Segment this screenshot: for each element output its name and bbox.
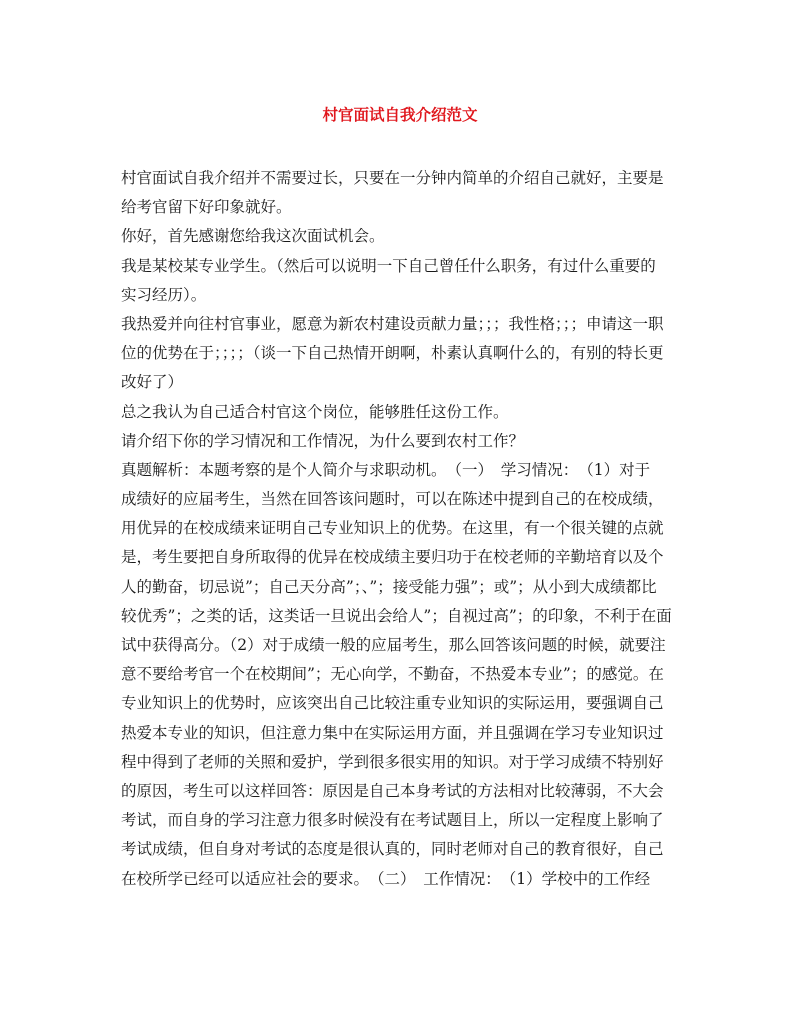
text-line: 考试，而自身的学习注意力很多时候没有在考试题目上，所以一定程度上影响了 <box>121 811 664 830</box>
text-line: 村官面试自我介绍并不需要过长，只要在一分钟内简单的介绍自己就好，主要是 <box>121 169 664 187</box>
text-line: 是，考生要把自身所取得的优异在校成绩主要归功于在校老师的辛勤培育以及个 <box>121 548 664 567</box>
text-line: 考试成绩，但自身对考试的态度是很认真的，同时老师对自己的教育很好，自己 <box>121 840 664 859</box>
text-line: 我热爱并向往村官事业，愿意为新农村建设贡献力量；；；我性格；；；申请这一职 <box>121 314 664 333</box>
text-line: 专业知识上的优势时，应该突出自己比较注重专业知识的实际运用，要强调自己 <box>121 694 664 713</box>
text-line: 程中得到了老师的关照和爱护，学到很多很实用的知识。对于学习成绩不特别好 <box>121 752 664 771</box>
text-line: 位的优势在于；；；；（谈一下自己热情开朗啊，朴素认真啊什么的，有别的特长更 <box>121 344 664 363</box>
text-line: 你好，首先感谢您给我这次面试机会。 <box>121 227 385 246</box>
document-body <box>121 164 681 894</box>
text-line: 真题解析：本题考察的是个人简介与求职动机。 （一） 学习情况： （1）对于 <box>121 460 651 479</box>
document-title: 村官面试自我介绍范文 <box>322 106 478 124</box>
text-line: 较优秀”；之类的话，这类话一旦说出会给人”；自视过高”；的印象，不利于在面 <box>121 606 672 625</box>
text-line: 用优异的在校成绩来证明自己专业知识上的优势。在这里，有一个很关键的点就 <box>121 519 664 538</box>
text-line: 在校所学已经可以适应社会的要求。 （二） 工作情况： （1）学校中的工作经 <box>121 869 651 888</box>
text-line: 热爱本专业的知识，但注意力集中在实际运用方面，并且强调在学习专业知识过 <box>121 723 664 742</box>
text-line: 的原因，考生可以这样回答：原因是自己本身考试的方法相对比较薄弱，不大会 <box>121 781 664 800</box>
text-line: 我是某校某专业学生。（然后可以说明一下自己曾任什么职务，有过什么重要的 <box>121 256 656 275</box>
text-line: 成绩好的应届考生，当然在回答该问题时，可以在陈述中提到自己的在校成绩， <box>121 490 664 509</box>
text-line: 试中获得高分。（2）对于成绩一般的应届考生，那么回答该问题的时候，就要注 <box>121 636 666 654</box>
text-line: 请介绍下你的学习情况和工作情况，为什么要到农村工作？ <box>121 431 525 450</box>
text-line: 总之我认为自己适合村官这个岗位，能够胜任这份工作。 <box>121 402 509 421</box>
text-line: 给考官留下好印象就好。 <box>121 198 292 217</box>
text-line: 改好了） <box>121 373 184 392</box>
text-line: 实习经历）。 <box>121 285 207 304</box>
text-line: 意不要给考官一个在校期间”；无心向学，不勤奋，不热爱本专业”；的感觉。在 <box>121 665 664 684</box>
text-line: 人的勤奋，切忌说”；自己天分高”；、”；接受能力强”；或”；从小到大成绩都比 <box>121 577 657 596</box>
